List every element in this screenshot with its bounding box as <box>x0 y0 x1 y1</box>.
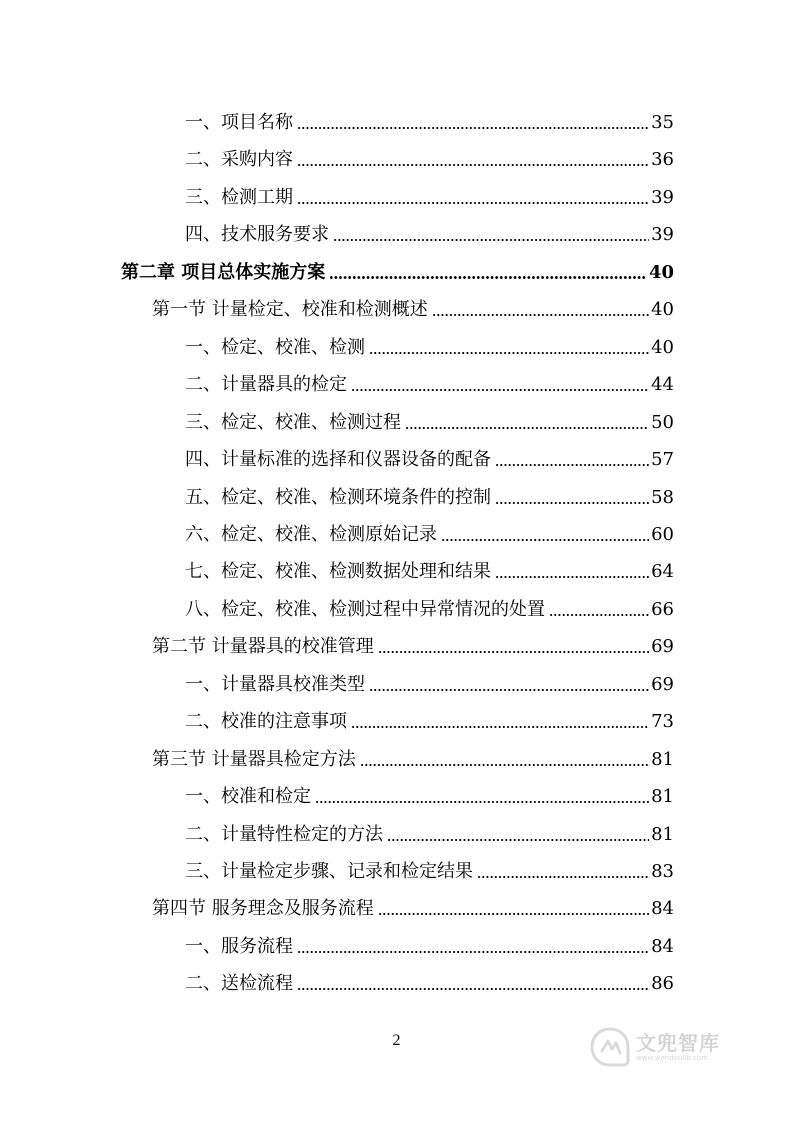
toc-entry-page: 50 <box>651 411 674 433</box>
toc-dot-leader <box>297 164 649 166</box>
wendou-logo-icon <box>588 1025 632 1069</box>
toc-dot-leader <box>378 651 649 653</box>
toc-item-row <box>185 703 674 733</box>
toc-dot-leader <box>549 614 649 616</box>
toc-dot-leader <box>405 427 649 429</box>
toc-dot-leader <box>333 239 649 241</box>
toc-dot-leader <box>378 913 649 915</box>
toc-entry-label: 第二章 项目总体实施方案 <box>121 261 326 283</box>
toc-entry-page: 40 <box>651 336 674 358</box>
toc-entry-label: 五、检定、校准、检测环境条件的控制 <box>185 486 491 508</box>
toc-entry-label: 二、送检流程 <box>185 973 293 995</box>
toc-entry-label: 三、计量检定步骤、记录和检定结果 <box>185 861 473 882</box>
toc-section-row <box>152 628 674 658</box>
toc-item-row <box>185 853 674 883</box>
toc-entry-label: 一、服务流程 <box>185 935 293 957</box>
toc-entry-page: 81 <box>651 786 674 808</box>
toc-entry-page: 36 <box>651 149 674 171</box>
toc-dot-leader <box>441 539 649 541</box>
toc-item-row <box>185 404 674 434</box>
toc-dot-leader <box>360 764 649 766</box>
watermark <box>588 1022 758 1072</box>
toc-chapter-row <box>121 254 674 284</box>
toc-item-row <box>185 928 674 958</box>
toc-dot-leader <box>329 276 647 279</box>
toc-dot-leader <box>369 689 649 691</box>
toc-entry-label: 第四节 服务理念及服务流程 <box>152 898 374 920</box>
toc-item-row <box>185 778 674 808</box>
toc-item-row <box>185 104 674 134</box>
toc-dot-leader <box>495 464 649 466</box>
toc-entry-page: 69 <box>651 673 674 695</box>
toc-section-row <box>152 890 674 920</box>
toc-entry-page: 35 <box>651 112 674 133</box>
toc-dot-leader <box>495 502 649 504</box>
toc-item-row <box>185 666 674 696</box>
toc-entry-page: 66 <box>651 598 674 620</box>
toc-entry-page: 64 <box>651 561 674 583</box>
toc-dot-leader <box>315 801 649 803</box>
toc-item-row <box>185 591 674 621</box>
toc-item-row <box>185 329 674 359</box>
toc-item-row <box>185 965 674 995</box>
toc-entry-page: 81 <box>651 823 674 845</box>
toc-entry-page: 86 <box>651 973 674 995</box>
toc-item-row <box>185 366 674 396</box>
toc-dot-leader <box>297 988 649 990</box>
toc-dot-leader <box>387 839 649 841</box>
toc-item-row <box>185 816 674 846</box>
toc-entry-label: 七、检定、校准、检测数据处理和结果 <box>185 561 491 583</box>
toc-dot-leader <box>297 951 649 953</box>
toc-entry-label: 第一节 计量检定、校准和检测概述 <box>152 299 428 321</box>
toc-dot-leader <box>351 726 649 728</box>
toc-entry-page: 83 <box>651 861 674 882</box>
toc-dot-leader <box>369 352 649 354</box>
toc-dot-leader <box>351 389 649 391</box>
toc-entry-page: 39 <box>651 224 674 246</box>
toc-entry-label: 二、计量特性检定的方法 <box>185 823 383 845</box>
page-number: 2 <box>392 1032 401 1049</box>
watermark-url: www.wendoulib.com <box>636 1053 708 1062</box>
toc-entry-page: 60 <box>651 523 674 545</box>
toc-entry-label: 二、采购内容 <box>185 149 293 171</box>
toc-entry-label: 八、检定、校准、检测过程中异常情况的处置 <box>185 598 545 620</box>
toc-entry-page: 84 <box>651 898 674 920</box>
toc-item-row <box>185 441 674 471</box>
toc-entry-page: 57 <box>651 449 674 471</box>
toc-entry-label: 一、项目名称 <box>185 112 293 133</box>
toc-entry-page: 81 <box>651 748 674 770</box>
toc-entry-page: 40 <box>648 261 674 283</box>
toc-entry-page: 84 <box>651 935 674 957</box>
toc-entry-page: 58 <box>651 486 674 508</box>
toc-section-row <box>152 741 674 771</box>
watermark-title: 文兜智库 <box>636 1030 720 1055</box>
toc-entry-label: 一、校准和检定 <box>185 786 311 808</box>
toc-section-row <box>152 291 674 321</box>
toc-entry-label: 一、检定、校准、检测 <box>185 336 365 358</box>
toc-entry-page: 39 <box>651 186 674 208</box>
toc-item-row <box>185 479 674 509</box>
toc-dot-leader <box>297 202 649 204</box>
toc-entry-label: 三、检测工期 <box>185 186 293 208</box>
toc-entry-page: 69 <box>651 636 674 658</box>
toc-item-row <box>185 516 674 546</box>
toc-entry-label: 三、检定、校准、检测过程 <box>185 411 401 433</box>
toc-item-row <box>185 141 674 171</box>
toc-dot-leader <box>477 876 649 878</box>
toc-dot-leader <box>297 127 649 129</box>
toc-entry-page: 44 <box>651 374 674 396</box>
toc-entry-label: 一、计量器具校准类型 <box>185 673 365 695</box>
toc-dot-leader <box>495 576 649 578</box>
toc-entry-label: 六、检定、校准、检测原始记录 <box>185 523 437 545</box>
toc-entry-label: 二、计量器具的检定 <box>185 374 347 396</box>
toc-entry-label: 第二节 计量器具的校准管理 <box>152 636 374 658</box>
toc-entry-label: 二、校准的注意事项 <box>185 711 347 733</box>
toc-entry-label: 四、技术服务要求 <box>185 224 329 246</box>
toc-entry-label: 四、计量标准的选择和仪器设备的配备 <box>185 449 491 471</box>
toc-entry-page: 40 <box>651 299 674 321</box>
toc-item-row <box>185 179 674 209</box>
toc-entry-page: 73 <box>651 711 674 733</box>
toc-item-row <box>185 216 674 246</box>
toc-entry-label: 第三节 计量器具检定方法 <box>152 748 356 770</box>
toc-item-row <box>185 553 674 583</box>
toc-dot-leader <box>432 314 649 316</box>
